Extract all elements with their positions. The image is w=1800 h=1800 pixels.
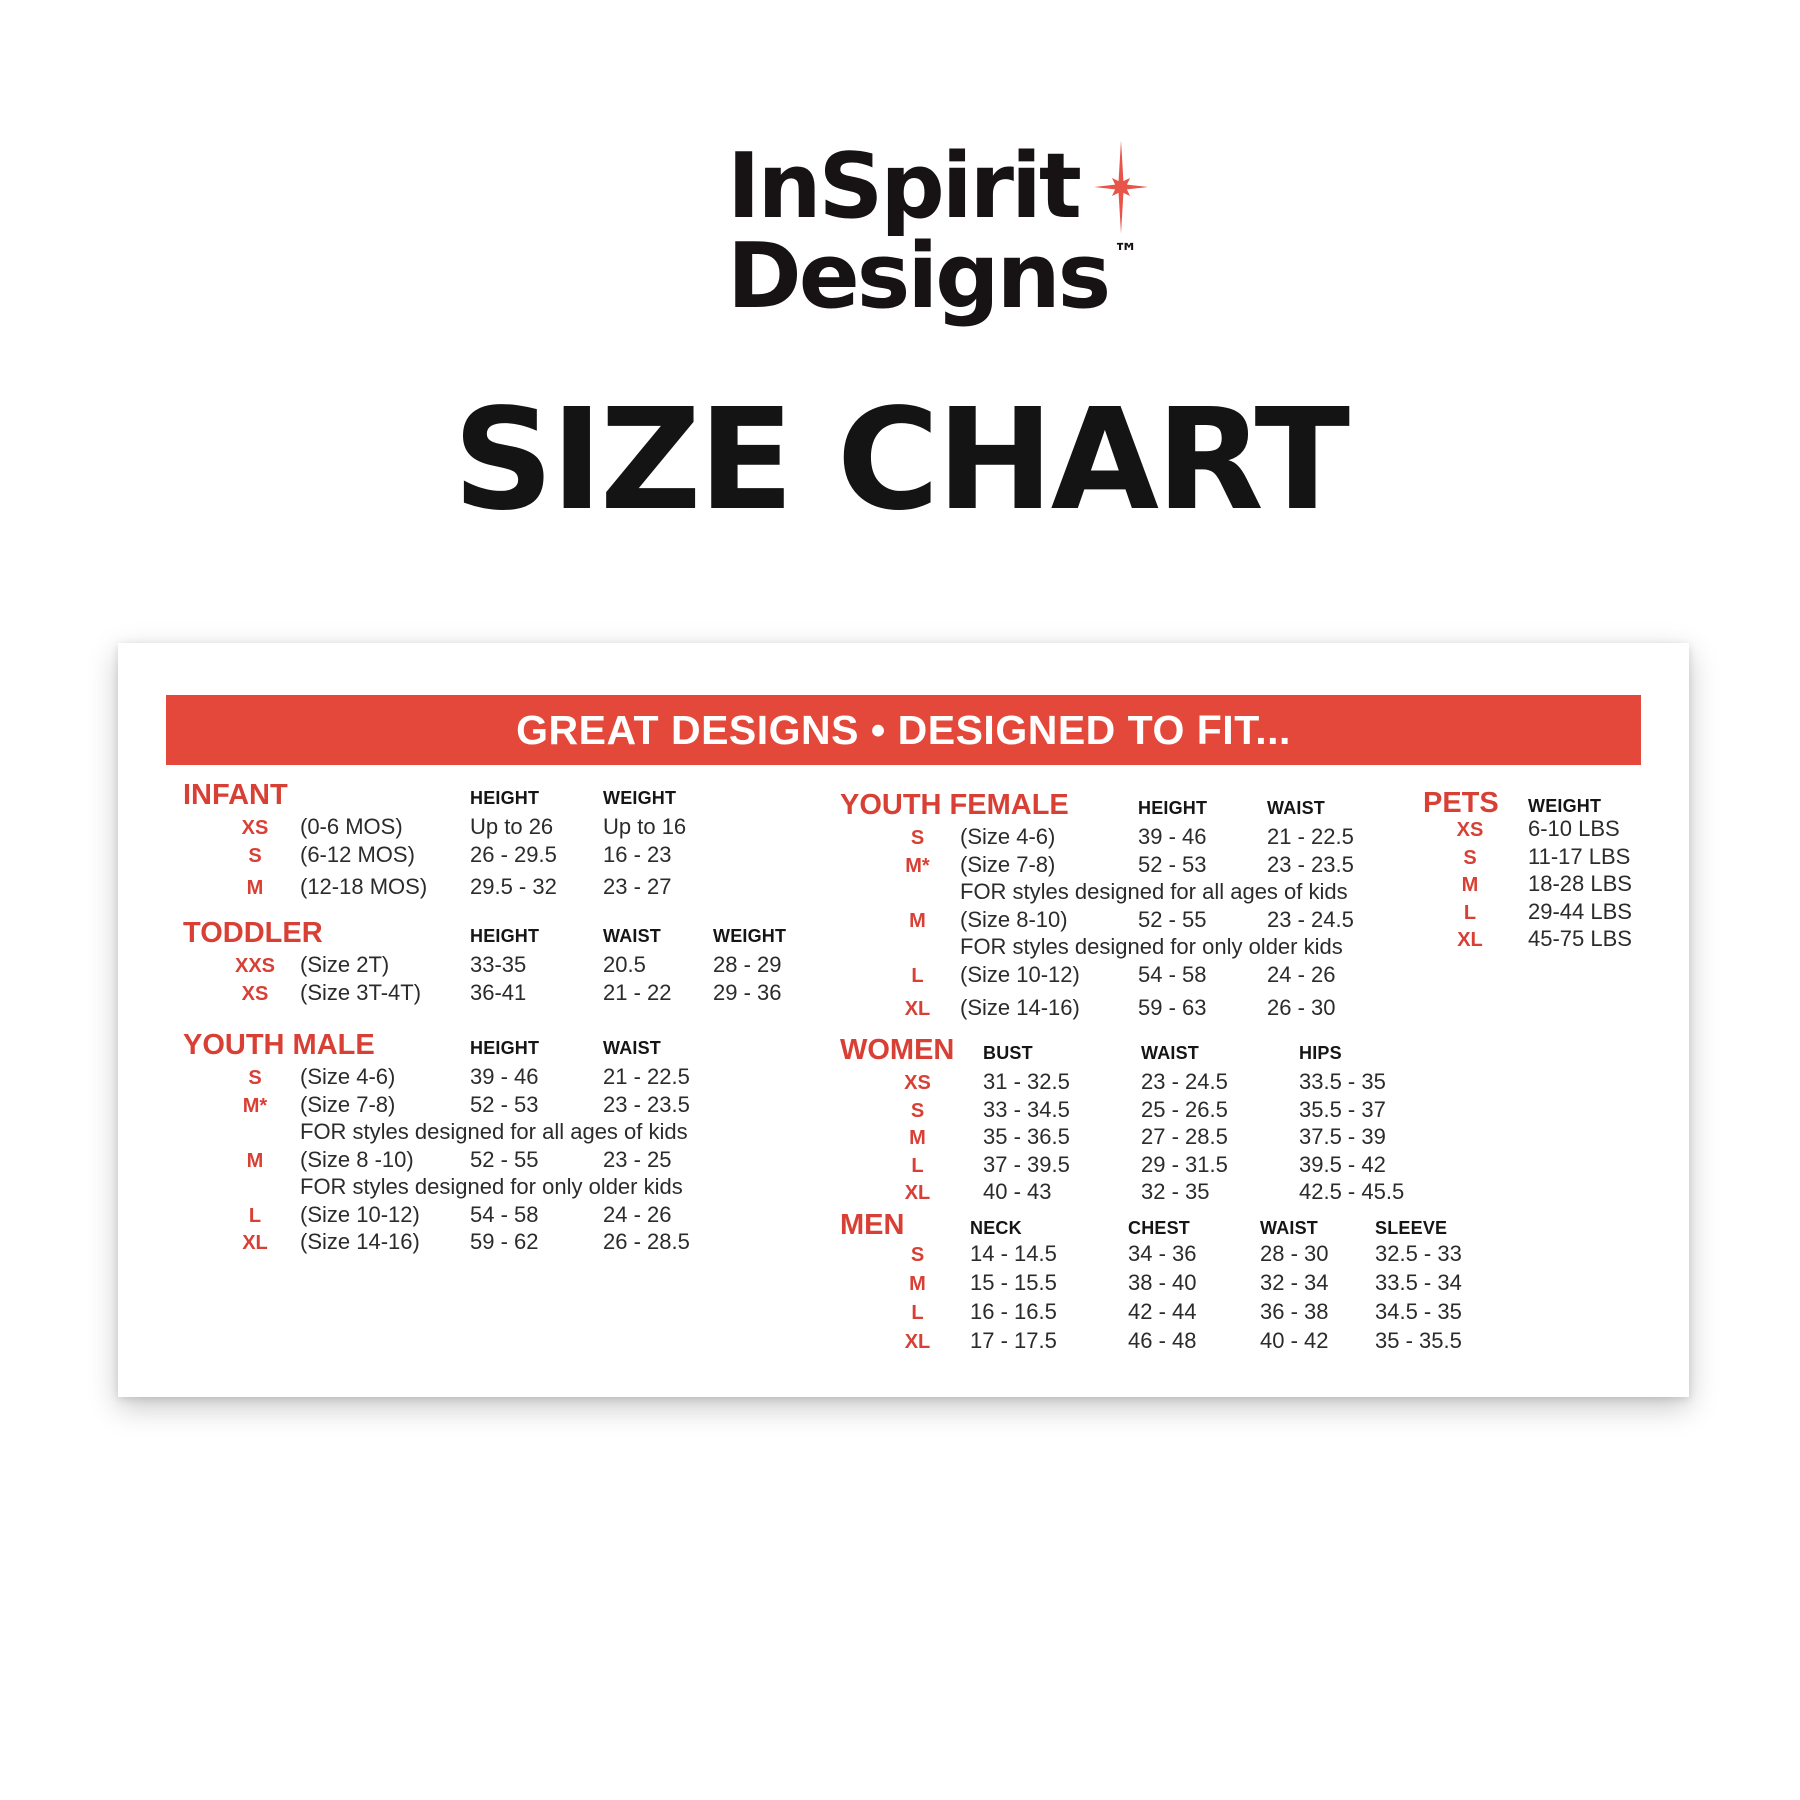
section-header-row [840, 1209, 1500, 1241]
size-chart-card [118, 643, 1689, 1397]
size-label: L [1463, 901, 1477, 924]
value: 33.5 - 34 [1375, 1270, 1462, 1295]
value: 21 - 22 [603, 979, 672, 1005]
fit-note: FOR styles designed for only older kids [960, 934, 1343, 959]
section-header-row [183, 1029, 833, 1064]
size-label: XS [241, 817, 269, 839]
value: 54 - 58 [470, 1201, 539, 1227]
size-desc: (6-12 MOS) [300, 841, 415, 867]
size-label: M [1461, 874, 1479, 896]
size-label: M [909, 1127, 926, 1149]
section-header-row [840, 1034, 1449, 1069]
section-header-row [183, 779, 833, 814]
column-header: NECK [970, 1218, 1022, 1238]
section-title: MEN [840, 1209, 905, 1241]
size-desc: (Size 2T) [300, 952, 390, 977]
value: 42 - 44 [1128, 1299, 1197, 1324]
size-label: XS [1456, 819, 1484, 841]
value: 52 - 53 [1138, 851, 1207, 877]
size-label: M* [242, 1094, 268, 1117]
column-header: HEIGHT [470, 1038, 540, 1058]
value: 34 - 36 [1128, 1241, 1197, 1266]
value: 23 - 23.5 [1267, 851, 1354, 877]
value: 32.5 - 33 [1375, 1241, 1462, 1266]
value: 15 - 15.5 [970, 1270, 1057, 1295]
logo-line-2 [727, 224, 1153, 329]
size-label: L [248, 1204, 262, 1227]
size-row [183, 814, 833, 842]
size-desc: (Size 14-16) [300, 1229, 420, 1254]
fit-note-row [840, 879, 1407, 907]
value: 17 - 17.5 [970, 1328, 1057, 1353]
value: 28 - 29 [713, 952, 782, 977]
size-row [183, 1064, 833, 1092]
value: 11-17 LBS [1528, 843, 1631, 869]
value: 36 - 38 [1260, 1299, 1329, 1324]
size-row [840, 1069, 1449, 1097]
section-title: TODDLER [183, 917, 323, 949]
size-desc: (Size 8-10) [960, 906, 1068, 932]
section-youth-female [840, 789, 1407, 1023]
value: 32 - 35 [1141, 1179, 1210, 1204]
value: 23 - 24.5 [1267, 906, 1354, 932]
column-header: HEIGHT [470, 788, 540, 808]
fit-note-row [840, 934, 1407, 962]
size-label: S [910, 827, 925, 849]
value: 35 - 35.5 [1375, 1328, 1462, 1353]
size-row [1423, 844, 1683, 872]
value: 42.5 - 45.5 [1299, 1179, 1405, 1204]
value: 29 - 31.5 [1141, 1151, 1228, 1177]
brand-logo [727, 134, 1153, 329]
logo-line-1 [727, 134, 1153, 239]
value: 37.5 - 39 [1299, 1124, 1386, 1149]
value: 29-44 LBS [1528, 898, 1632, 924]
size-label: XL [904, 1182, 931, 1204]
column-header: CHEST [1128, 1218, 1191, 1238]
section-title: YOUTH FEMALE [840, 789, 1069, 821]
size-label: XXS [234, 955, 276, 977]
value: 23 - 25 [603, 1146, 672, 1172]
column-header: WEIGHT [713, 926, 787, 946]
section-title: INFANT [183, 779, 288, 811]
size-row [183, 1147, 833, 1175]
value: 24 - 26 [1267, 961, 1336, 987]
section-men [840, 1209, 1500, 1357]
value: 59 - 63 [1138, 995, 1207, 1020]
value: 21 - 22.5 [1267, 824, 1354, 849]
column-header: HEIGHT [470, 926, 540, 946]
size-row [1423, 899, 1683, 927]
logo-text-designs: Designs [727, 224, 1109, 329]
value: 54 - 58 [1138, 961, 1207, 987]
size-row [840, 1152, 1449, 1180]
size-desc: (0-6 MOS) [300, 814, 403, 839]
value: 18-28 LBS [1528, 871, 1632, 896]
value: 23 - 24.5 [1141, 1069, 1228, 1094]
value: 34.5 - 35 [1375, 1299, 1462, 1324]
section-toddler [183, 917, 833, 1007]
value: 26 - 29.5 [470, 841, 557, 867]
size-label: S [248, 844, 262, 867]
section-header-row [840, 789, 1407, 824]
size-label: XL [904, 998, 931, 1020]
column-header: BUST [983, 1043, 1033, 1063]
fit-note-row [183, 1174, 833, 1202]
size-row [840, 1270, 1500, 1299]
value: 16 - 23 [603, 841, 672, 867]
section-title: WOMEN [840, 1034, 955, 1066]
value: 28 - 30 [1260, 1241, 1329, 1266]
size-row [1423, 871, 1683, 899]
size-row [840, 907, 1407, 935]
logo-text-inspirit: InSpirit [727, 134, 1079, 239]
size-row [1423, 816, 1683, 844]
size-label: XL [242, 1232, 268, 1254]
size-desc: (Size 14-16) [960, 995, 1080, 1020]
value: 52 - 55 [470, 1146, 539, 1172]
value: 16 - 16.5 [970, 1299, 1057, 1324]
value: 29 - 36 [713, 979, 782, 1005]
column-header: HEIGHT [1138, 798, 1208, 818]
size-label: XS [241, 982, 269, 1005]
size-label: M [909, 909, 926, 932]
size-desc: (Size 3T-4T) [300, 979, 422, 1005]
column-header: WAIST [1141, 1043, 1199, 1063]
size-label: XS [904, 1072, 931, 1094]
value: 25 - 26.5 [1141, 1096, 1228, 1122]
size-label: M* [905, 854, 930, 877]
fit-note: FOR styles designed for all ages of kids [300, 1119, 688, 1144]
value: 52 - 53 [470, 1091, 539, 1117]
value: 23 - 23.5 [603, 1091, 690, 1117]
section-header-row [183, 917, 833, 952]
size-label: S [910, 1244, 925, 1266]
value: 45-75 LBS [1528, 926, 1632, 951]
value: 27 - 28.5 [1141, 1124, 1228, 1149]
size-row [840, 962, 1407, 990]
value: Up to 26 [470, 814, 554, 839]
value: 33.5 - 35 [1299, 1069, 1386, 1094]
value: 39.5 - 42 [1299, 1151, 1386, 1177]
column-header: HIPS [1299, 1043, 1342, 1063]
value: 40 - 43 [983, 1179, 1052, 1204]
size-label: L [911, 964, 924, 987]
size-row [840, 1097, 1449, 1125]
section-women [840, 1034, 1449, 1207]
size-label: M [246, 1149, 264, 1172]
value: 33-35 [470, 952, 527, 977]
value: 35.5 - 37 [1299, 1096, 1386, 1122]
size-label: XL [1457, 929, 1483, 951]
column-header: WEIGHT [603, 788, 677, 808]
size-label: S [910, 1099, 925, 1122]
fit-note: FOR styles designed for only older kids [300, 1174, 683, 1199]
section-title: YOUTH MALE [183, 1029, 375, 1061]
value: 38 - 40 [1128, 1270, 1197, 1295]
fit-note: FOR styles designed for all ages of kids [960, 879, 1348, 904]
size-row [183, 952, 833, 980]
value: 23 - 27 [603, 874, 672, 899]
value: 6-10 LBS [1528, 816, 1620, 841]
size-label: M [909, 1273, 926, 1295]
value: 39 - 46 [1138, 824, 1207, 849]
column-header: SLEEVE [1375, 1218, 1448, 1238]
size-label: S [248, 1067, 262, 1089]
section-infant [183, 779, 833, 902]
value: 59 - 62 [470, 1229, 539, 1254]
section-title: PETS [1423, 787, 1499, 819]
column-header: WAIST [1267, 798, 1325, 818]
value: 24 - 26 [603, 1201, 672, 1227]
column-header: WEIGHT [1528, 796, 1602, 816]
size-desc: (Size 10-12) [300, 1201, 420, 1227]
value: 14 - 14.5 [970, 1241, 1057, 1266]
value: 31 - 32.5 [983, 1069, 1070, 1094]
size-label: L [911, 1302, 924, 1324]
size-row [840, 1328, 1500, 1357]
size-desc: (Size 4-6) [960, 824, 1056, 849]
size-label: XL [904, 1331, 931, 1353]
page-title: SIZE CHART [452, 379, 1348, 542]
size-label: S [1463, 846, 1477, 869]
column-header: WAIST [1260, 1218, 1318, 1238]
size-row [840, 995, 1407, 1023]
size-desc: (Size 10-12) [960, 961, 1080, 987]
value: 26 - 28.5 [603, 1229, 690, 1254]
column-header: WAIST [603, 926, 661, 946]
size-row [840, 824, 1407, 852]
size-row [1423, 926, 1683, 954]
value: Up to 16 [603, 814, 687, 839]
column-header: WAIST [603, 1038, 661, 1058]
size-row [183, 874, 833, 902]
value: 52 - 55 [1138, 906, 1207, 932]
size-row [183, 1202, 833, 1230]
size-row [183, 1229, 833, 1257]
value: 36-41 [470, 979, 527, 1005]
size-desc: (Size 7-8) [960, 851, 1056, 877]
size-desc: (Size 8 -10) [300, 1146, 414, 1172]
size-row [840, 1241, 1500, 1270]
value: 29.5 - 32 [470, 874, 557, 899]
size-row [183, 980, 833, 1008]
trademark-symbol: ™ [1113, 238, 1139, 267]
banner-heading: GREAT DESIGNS • DESIGNED TO FIT... [166, 695, 1641, 765]
value: 39 - 46 [470, 1064, 539, 1089]
section-youth-male [183, 1029, 833, 1257]
size-row [183, 842, 833, 870]
size-desc: (Size 7-8) [300, 1091, 396, 1117]
size-row [840, 1299, 1500, 1328]
size-desc: (12-18 MOS) [300, 874, 428, 899]
value: 21 - 22.5 [603, 1064, 690, 1089]
size-row [840, 1179, 1449, 1207]
value: 33 - 34.5 [983, 1096, 1070, 1122]
value: 20.5 [603, 952, 646, 977]
size-row [840, 1124, 1449, 1152]
value: 46 - 48 [1128, 1328, 1197, 1353]
size-row [840, 852, 1407, 880]
value: 40 - 42 [1260, 1328, 1329, 1353]
value: 35 - 36.5 [983, 1124, 1070, 1149]
size-row [183, 1092, 833, 1120]
value: 37 - 39.5 [983, 1151, 1070, 1177]
section-pets [1423, 787, 1683, 954]
size-desc: (Size 4-6) [300, 1064, 396, 1089]
fit-note-row [183, 1119, 833, 1147]
size-label: L [911, 1154, 924, 1177]
value: 32 - 34 [1260, 1270, 1329, 1295]
value: 26 - 30 [1267, 995, 1336, 1020]
size-label: M [246, 877, 264, 899]
section-header-row [1423, 787, 1683, 819]
